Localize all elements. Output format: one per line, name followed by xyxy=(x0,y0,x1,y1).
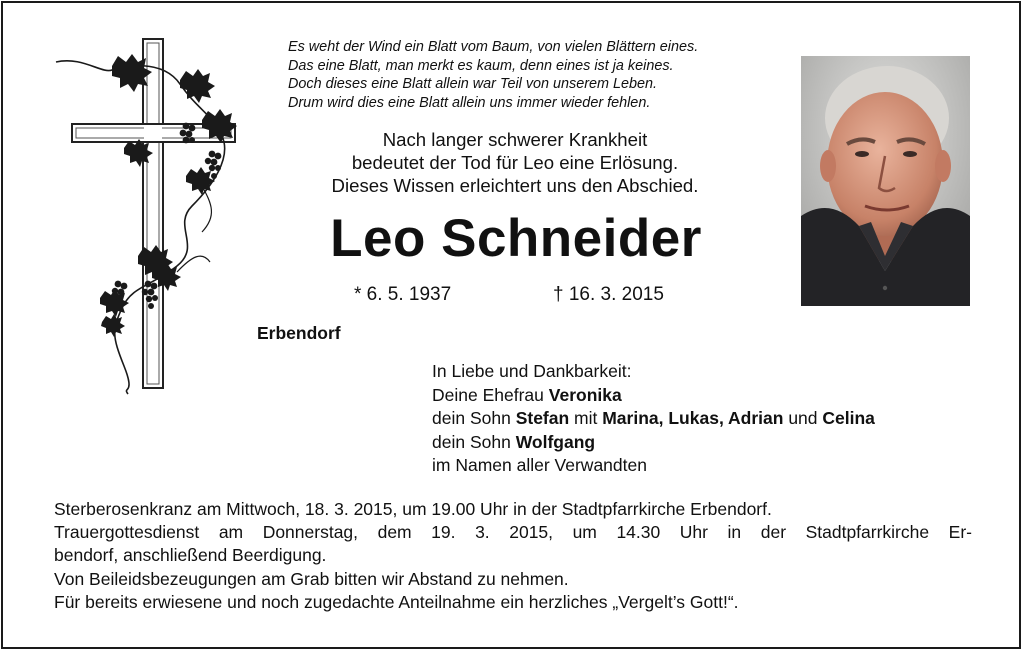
poem xyxy=(288,38,788,112)
intro-text xyxy=(288,129,742,197)
note-line: Sterberosenkranz am Mittwoch, 18. 3. 2015, um 19.00 Uhr in der Stadtpfarrkirche Erbendorf. xyxy=(54,499,772,519)
relation-text: mit xyxy=(569,408,603,429)
family-intro: In Liebe und Dankbarkeit: xyxy=(432,361,632,381)
relative-name: Veronika xyxy=(548,384,622,405)
family-closing: im Namen aller Verwandten xyxy=(432,455,647,476)
note-line: Von Beileidsbezeugungen am Grab bitten wir Abstand zu nehmen. xyxy=(54,568,569,589)
relation-text: Deine Ehefrau xyxy=(432,384,549,405)
poem-line: Das eine Blatt, man merkt es kaum, denn eines ist ja keines. xyxy=(288,57,674,74)
poem-line: Es weht der Wind ein Blatt vom Baum, von vielen Blättern eines. xyxy=(288,39,699,55)
family-line xyxy=(432,454,875,478)
relative-name: Stefan xyxy=(515,408,570,429)
birth-date: * 6. 5. 1937 xyxy=(354,284,452,305)
relative-name: Wolfgang xyxy=(515,431,596,452)
cross-with-vine-icon xyxy=(52,36,242,398)
family-line xyxy=(432,407,875,431)
note-line: bendorf, anschließend Beerdigung. xyxy=(54,545,327,566)
service-notes xyxy=(54,498,972,614)
note-line: Für bereits erwiesene und noch zugedachte Anteilnahme ein herzliches „Vergelt’s Gott!“. xyxy=(54,591,739,612)
intro-line: Nach langer schwerer Krankheit xyxy=(382,129,648,150)
death-date: † 16. 3. 2015 xyxy=(553,284,664,305)
family-line xyxy=(432,360,875,384)
relative-name: Marina, Lukas, Adrian xyxy=(602,408,784,429)
place-name: Erbendorf xyxy=(257,323,341,343)
deceased-name: Leo Schneider xyxy=(330,209,702,268)
relation-text: dein Sohn xyxy=(432,408,516,429)
family-line xyxy=(432,384,875,408)
intro-line: bedeutet der Tod für Leo eine Erlösung. xyxy=(351,151,679,173)
family-signature xyxy=(432,360,875,478)
note-line: Trauergottesdienst am Donnerstag, dem 19. 3. 2015, um 14.30 Uhr in der Stadtpfarrkirche Er- xyxy=(54,522,972,543)
relation-text: dein Sohn xyxy=(432,431,516,452)
family-line xyxy=(432,431,875,455)
relative-name: Celina xyxy=(822,408,875,429)
poem-line: Drum wird dies eine Blatt allein uns immer wieder fehlen. xyxy=(288,94,651,111)
poem-line: Doch dieses eine Blatt allein war Teil von unserem Leben. xyxy=(288,76,658,93)
portrait-photo xyxy=(801,56,970,306)
intro-line: Dieses Wissen erleichtert uns den Abschied. xyxy=(331,174,699,196)
relation-text: und xyxy=(783,408,823,429)
